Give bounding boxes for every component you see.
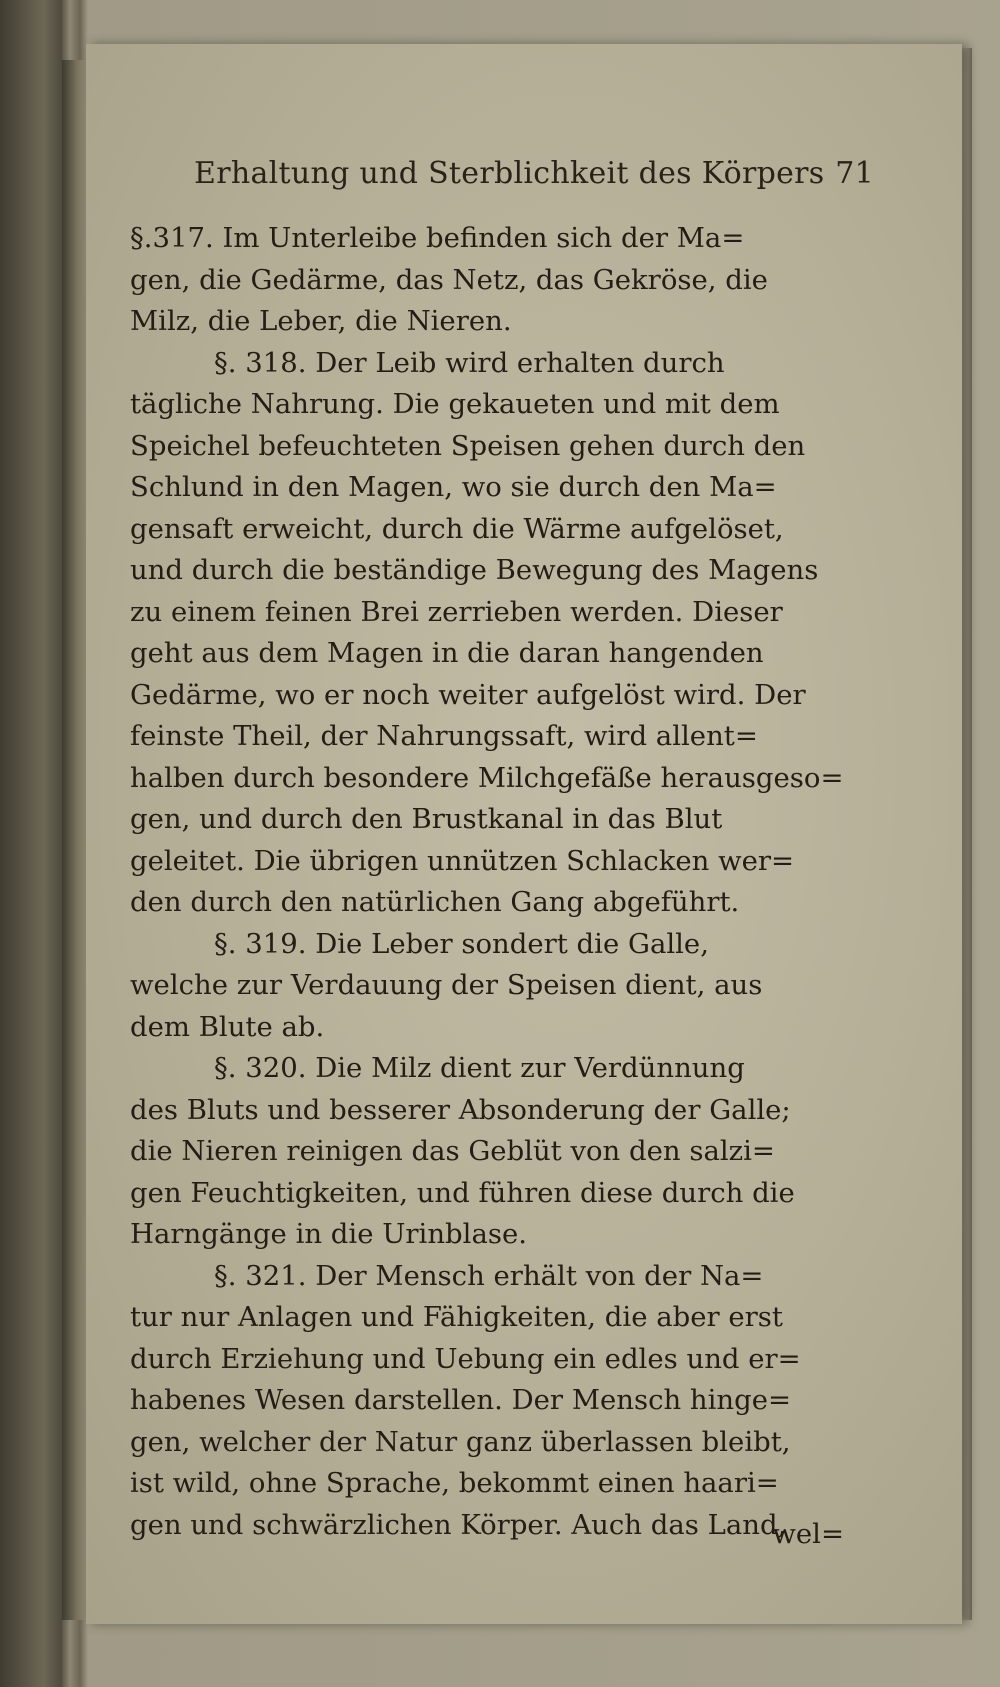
text-line: feinste Theil, der Nahrungssaft, wird allent= [130,720,758,752]
text-line: Milz, die Leber, die Nieren. [130,305,512,337]
text-line: und durch die beständige Bewegung des Magens [130,554,819,586]
text-line: zu einem feinen Brei zerrieben werden. Dieser [130,595,783,628]
page-number: 71 [835,156,874,191]
text-line: halben durch besondere Milchgefäße herausgeso= [130,761,844,794]
text-line: Schlund in den Magen, wo sie durch den Ma= [130,471,777,503]
text-line: gensaft erweicht, durch die Wärme aufgelöset, [130,512,784,545]
text-line: geht aus dem Magen in die daran hangenden [130,637,764,669]
running-head [194,156,894,202]
catchword: wel= [772,1518,844,1550]
book-spine-shadow [62,60,88,1620]
text-line: den durch den natürlichen Gang abgeführt. [130,886,740,918]
text-line: dem Blute ab. [130,1010,325,1043]
text-line: gen und schwärzlichen Körper. Auch das Land, [130,1508,787,1541]
text-line: die Nieren reinigen das Geblüt von den salzi= [130,1135,775,1167]
text-line: ist wild, ohne Sprache, bekommt einen haari= [130,1467,779,1499]
text-line: §. 318. Der Leib wird erhalten durch [214,346,725,379]
text-line: gen, die Gedärme, das Netz, das Gekröse, die [130,263,768,296]
text-line: geleitet. Die übrigen unnützen Schlacken wer= [130,844,795,877]
text-line: §. 319. Die Leber sondert die Galle, [214,927,709,960]
text-line: habenes Wesen darstellen. Der Mensch hinge= [130,1384,792,1416]
text-line: gen Feuchtigkeiten, und führen diese durch die [130,1176,795,1209]
text-line: gen, und durch den Brustkanal in das Blut [130,803,723,835]
text-line: tur nur Anlagen und Fähigkeiten, die aber erst [130,1301,783,1333]
text-line: gen, welcher der Natur ganz überlassen bleibt, [130,1425,791,1458]
text-line: durch Erziehung und Uebung ein edles und er= [130,1342,801,1375]
book-page [86,44,962,1624]
text-line: §. 320. Die Milz dient zur Verdünnung [214,1052,745,1084]
text-line: §.317. Im Unterleibe befinden sich der Ma= [130,222,745,254]
text-line: welche zur Verdauung der Speisen dient, aus [130,969,763,1001]
text-line: des Bluts und besserer Absonderung der Galle; [130,1093,791,1126]
text-line: tägliche Nahrung. Die gekaueten und mit dem [130,388,780,420]
text-line: Gedärme, wo er noch weiter aufgelöst wird. Der [130,678,806,711]
facing-page-edge [0,0,62,1687]
body-text [130,218,920,1546]
running-head-title: Erhaltung und Sterblichkeit des Körpers [194,156,825,191]
text-line: Speichel befeuchteten Speisen gehen durch den [130,429,806,462]
text-line: Harngänge in die Urinblase. [130,1218,527,1250]
text-line: §. 321. Der Mensch erhält von der Na= [214,1259,764,1292]
